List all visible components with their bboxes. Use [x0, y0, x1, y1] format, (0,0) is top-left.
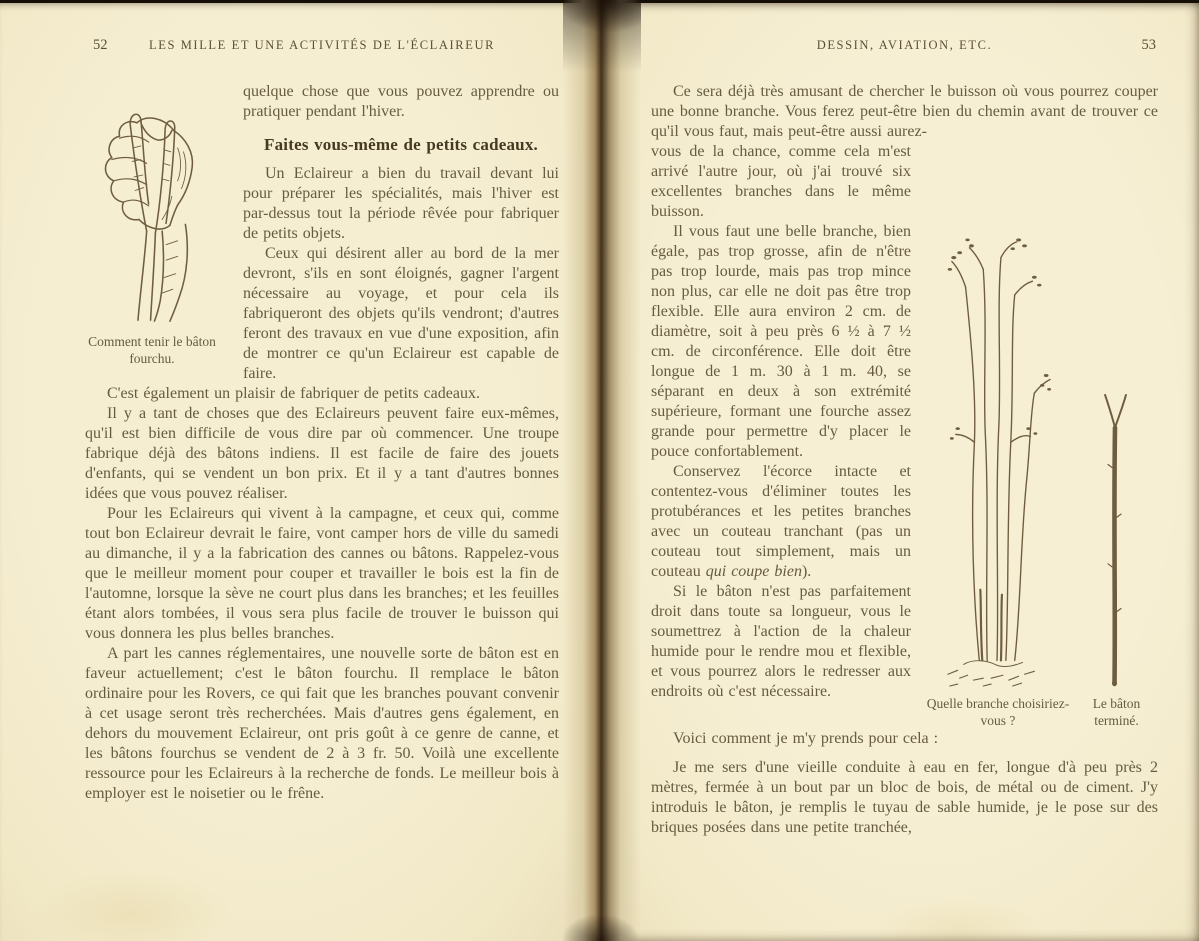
running-header-left — [85, 37, 559, 54]
running-header-right — [651, 37, 1158, 54]
hand-holding-forked-stick-illustration — [77, 84, 227, 326]
figure-hand-holding-stick — [73, 84, 231, 384]
subfigure-finished-stick — [1075, 388, 1158, 729]
paragraph: Il y a tant de choses que des Eclaireurs peuvent faire eux-mêmes, qu'il est bien difficile de vous dire par où commencer. Une troupe fabrique déjà des bâtons indiens. Il est facile de faire des jouets d'enfants, qui se vendent un bon prix. Et il y a tant d'autres bonnes idées que vous pouvez réaliser. — [85, 405, 559, 502]
figure-branches — [921, 144, 1158, 729]
paragraph: C'est également un plaisir de fabriquer de petits cadeaux. — [107, 385, 480, 402]
page-52-body — [85, 82, 559, 804]
finished-forked-stick-illustration — [1093, 388, 1139, 688]
running-title: DESSIN, AVIATION, ETC. — [816, 38, 993, 52]
emphasized-text: qui coupe bien — [705, 563, 802, 580]
paragraph: Ce sera déjà très amusant de chercher le buisson où vous pourrez couper une bonne branche. Vous ferez peut-être bien du chemin avant de trouver ce qu'il vous faut, mais peut-être aussi aurez- — [651, 83, 1158, 140]
paragraph: A part les cannes réglementaires, une nouvelle sorte de bâton est en faveur actuellement; c'est le bâton fourchu. Il remplace le bâton ordinaire pour les Rovers, ce qui fait que les branches pouvant convenir à cet usage seront très recherchées. Mais d'autres gens également, en dehors du mouvement Eclaireur, ont pris goût à ce genre de canne, et les bâtons fourchus se vendent de 2 à 3 fr. 50. Voilà une excellente ressource pour les Eclaireurs à la recherche de fonds. Le meilleur bois à employer est le noisetier ou le frêne. — [85, 645, 559, 802]
section-heading: Faites vous-même de petits cadeaux. — [264, 135, 538, 154]
page-number: 52 — [93, 37, 108, 53]
paragraph: vous de la chance, comme cela m'est arrivé l'autre jour, où j'ai trouvé six excellentes branches dans le même buisson. — [651, 143, 911, 220]
paragraph: Un Eclaireur a bien du travail devant lui pour préparer les spécialités, mais l'hiver est par-dessus tout la période rêvée pour fabriquer de petits objets. — [243, 165, 559, 242]
figure-caption: Comment tenir le bâton fourchu. — [88, 334, 216, 366]
page-52-content — [85, 37, 559, 804]
paragraph: Je me sers d'une vieille conduite à eau en fer, longue d'à peu près 2 mètres, fermée à un bout par un bloc de bois, de métal ou de ciment. J'y introduis le bâton, je remplis le tuyau de sable humide, je le pose sur des briques posées dans une petite tranchée, — [651, 759, 1158, 836]
running-title: LES MILLE ET UNE ACTIVITÉS DE L'ÉCLAIREUR — [148, 38, 496, 52]
paragraph: quelque chose que vous pouvez apprendre ou pratiquer pendant l'hiver. — [243, 83, 559, 120]
paragraph: Ceux qui désirent aller au bord de la mer devront, s'ils en sont éloignés, gagner l'argent nécessaire au voyage, et pour cela ils fabriqueront des objets qu'ils vendront; d'autres feront des travaux en vue d'une exposition, afin de montrer ce qu'un Eclaireur est capable de faire. — [243, 245, 559, 382]
page-52 — [0, 3, 599, 941]
page-53-content — [651, 37, 1158, 838]
paragraph: Il vous faut une belle branche, bien égale, pas trop grosse, afin de n'être pas trop lourde, mais pas trop mince non plus, car elle ne doit pas être trop flexible. Elle aura environ 2 cm. de diamètre, soit à peu près 6 ½ à 7 ½ cm. de circonférence. Elle doit être longue de 1 m. 30 à 1 m. 40, se séparant en deux à son extrémité supérieure, formant une fourche assez grande pour permettre d'y placer le pouce confortablement. — [651, 223, 911, 460]
figure-caption: Le bâton terminé. — [1092, 696, 1141, 728]
page-53 — [599, 3, 1199, 941]
paragraph: Si le bâton n'est pas parfaitement droit dans toute sa longueur, vous le soumettrez à l'action de la chaleur humide pour le rendre mou et flexible, et vous pourrez alors le redresser aux endroits où c'est nécessaire. — [651, 583, 911, 700]
paragraph-text: ). — [801, 563, 812, 580]
page-53-body — [651, 82, 1158, 838]
bush-with-branches-illustration — [942, 236, 1054, 688]
figure-caption: Quelle branche choisiriez-vous ? — [926, 696, 1070, 728]
page-number: 53 — [1141, 37, 1156, 53]
paragraph: Pour les Eclaireurs qui vivent à la campagne, et ceux qui, comme tout bon Eclaireur devrait le faire, vont camper hors de ville du samedi au dimanche, il y a la fabrication des cannes ou bâtons. Rappelez-vous que le meilleur moment pour couper et travailler le bois est la fin de l'automne, lorsque la sève ne court plus dans les branches; et les feuilles étant alors tombées, il vous sera plus facile de trouver le buisson qui vous donnera les plus belles branches. — [85, 505, 559, 642]
paragraph: Voici comment je m'y prends pour cela : — [673, 730, 939, 747]
paragraph-text: Conservez l'écorce intacte et contentez-vous d'éliminer toutes les protubérances et les petites branches avec un couteau tranchant (pas un couteau tout simplement, mais un couteau — [651, 463, 911, 580]
subfigure-bush — [921, 236, 1075, 729]
